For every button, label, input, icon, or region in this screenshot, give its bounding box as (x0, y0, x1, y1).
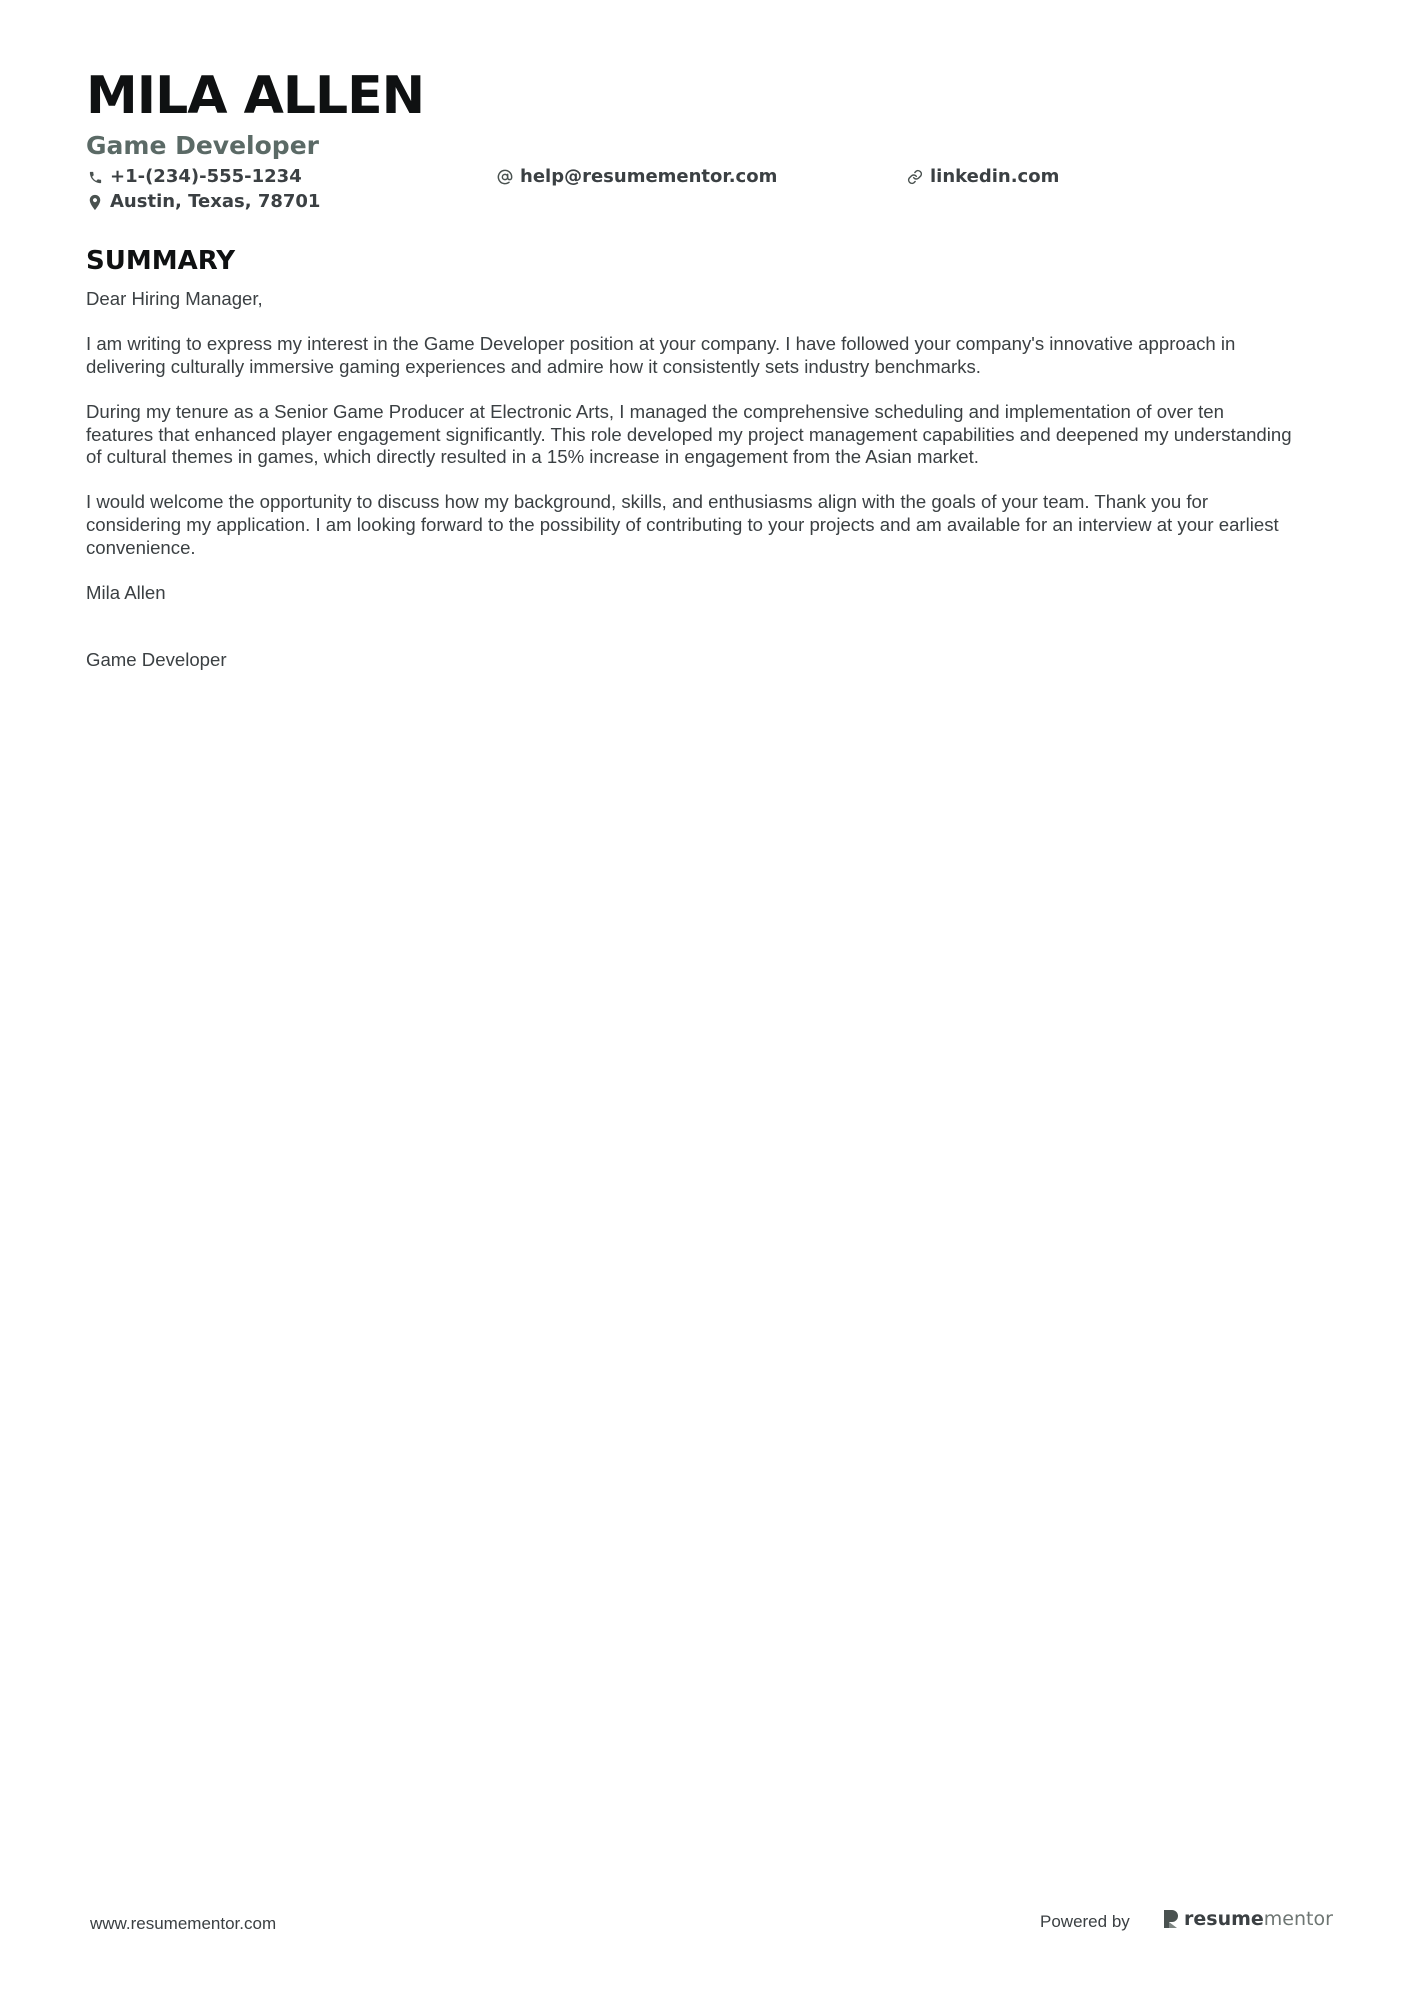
contact-location (86, 193, 320, 211)
brand-name-mentor: mentor (1263, 1907, 1333, 1930)
footer-url[interactable]: www.resumementor.com (90, 1914, 277, 1933)
signature-name: Mila Allen (86, 581, 166, 603)
phone-icon (86, 168, 104, 186)
letter-paragraph-3: I would welcome the opportunity to discuss how my background, skills, and enthusiasms align with the goals of your team. Thank you for considering my application. I am looking forward to the possibility of contributing to your projects and am available for an interview at your earliest convenience. (86, 491, 1279, 558)
brand-logo[interactable] (1162, 1908, 1333, 1930)
location-text: Austin, Texas, 78701 (110, 191, 321, 212)
link-icon (906, 168, 924, 186)
letter-paragraph-1: I am writing to express my interest in the Game Developer position at your company. I have followed your company's innovative approach in delivering culturally immersive gaming experiences and admire how it consistently sets industry benchmarks. (86, 333, 1236, 377)
salutation: Dear Hiring Manager, (86, 288, 263, 309)
candidate-name: MILA ALLEN (86, 66, 425, 126)
candidate-title: Game Developer (86, 131, 319, 160)
map-pin-icon (86, 193, 104, 211)
letter-body (86, 288, 1296, 695)
contact-phone (86, 168, 302, 186)
email-link[interactable]: help@resumementor.com (520, 166, 778, 187)
at-icon (496, 168, 514, 186)
summary-heading: SUMMARY (86, 246, 236, 276)
phone-text: +1-(234)-555-1234 (110, 166, 302, 187)
contact-email[interactable] (496, 168, 777, 186)
signature-title: Game Developer (86, 649, 227, 671)
contact-linkedin[interactable] (906, 168, 1059, 186)
resumementor-logo-icon (1162, 1908, 1180, 1930)
linkedin-link[interactable]: linkedin.com (930, 166, 1060, 187)
powered-by-label: Powered by (1040, 1912, 1130, 1931)
letter-paragraph-2: During my tenure as a Senior Game Producer at Electronic Arts, I managed the comprehensive scheduling and implementation of over ten features that enhanced player engagement significantly. This role developed my project management capabilities and deepened my understanding of cultural themes in games, which directly resulted in a 15% increase in engagement from the Asian market. (86, 400, 1292, 468)
brand-name-resume: resume (1184, 1907, 1264, 1930)
